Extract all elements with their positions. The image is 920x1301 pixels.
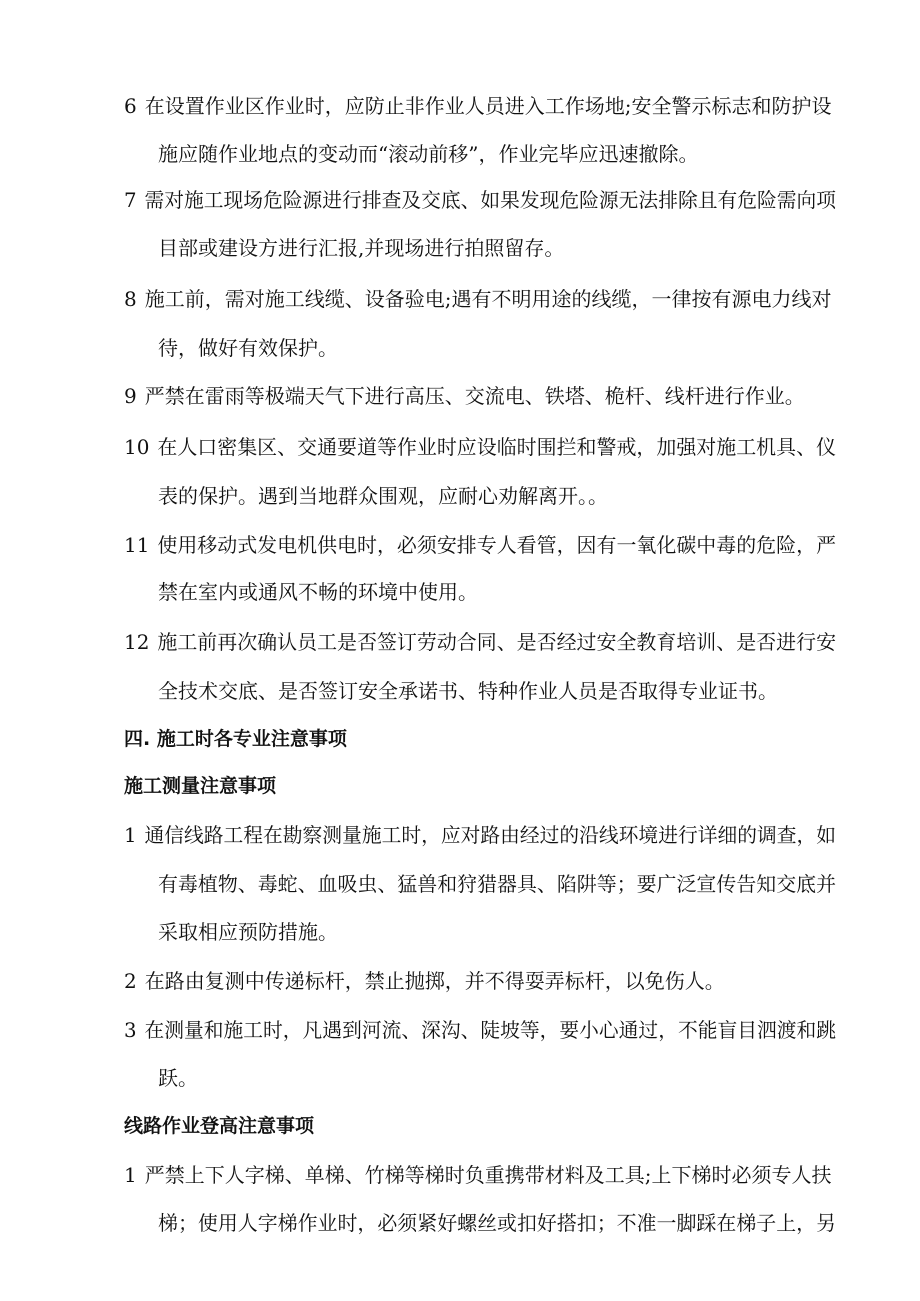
item-number: 1	[124, 1163, 137, 1187]
item-number: 6	[124, 94, 137, 118]
item-text: 表的保护。遇到当地群众围观，应耐心劝解离开。。	[158, 484, 608, 508]
item-number: 2	[124, 969, 137, 993]
item-number: 12	[124, 630, 150, 654]
subheading-survey: 施工测量注意事项	[124, 775, 277, 797]
item-text: 跃。	[158, 1066, 198, 1090]
survey-item-2	[0, 961, 920, 1001]
item-text: 待，做好有效保护。	[158, 336, 338, 360]
item-number: 3	[124, 1018, 137, 1042]
item-number: 7	[124, 188, 137, 212]
list-item-7-cont	[0, 228, 920, 268]
climbing-item-1-cont	[0, 1203, 920, 1243]
section-heading: 四. 施工时各专业注意事项	[124, 728, 347, 750]
item-text: 目部或建设方进行汇报,并现场进行拍照留存。	[158, 236, 565, 260]
item-number: 10	[124, 435, 150, 459]
item-text: 有毒植物、毒蛇、血吸虫、猛兽和狩猎器具、陷阱等；要广泛宣传告知交底并	[158, 872, 837, 896]
survey-item-3	[0, 1010, 920, 1050]
item-text: 使用移动式发电机供电时，必须安排专人看管，因有一氧化碳中毒的危险，严	[157, 533, 837, 557]
item-number: 1	[124, 823, 137, 847]
list-item-9	[0, 376, 920, 416]
item-text: 施工前，需对施工线缆、设备验电;遇有不明用途的线缆，一律按有源电力线对	[144, 287, 832, 311]
list-item-11	[0, 525, 920, 565]
list-item-6-cont	[0, 134, 920, 174]
list-item-8	[0, 279, 920, 319]
survey-item-1	[0, 815, 920, 855]
item-text: 在测量和施工时，凡遇到河流、深沟、陡坡等，要小心通过，不能盲目泗渡和跳	[144, 1018, 837, 1042]
item-text: 在路由复测中传递标杆，禁止抛掷，并不得耍弄标杆，以免伤人。	[144, 969, 725, 993]
climbing-item-1	[0, 1155, 920, 1195]
item-text: 在人口密集区、交通要道等作业时应设临时围拦和警戒，加强对施工机具、仪	[157, 435, 837, 459]
item-text: 采取相应预防措施。	[158, 920, 338, 944]
list-item-12	[0, 622, 920, 662]
list-item-12-cont	[0, 671, 920, 711]
item-text: 严禁在雷雨等极端天气下进行高压、交流电、铁塔、桅杆、线杆进行作业。	[144, 384, 805, 408]
survey-item-1-cont2	[0, 912, 920, 952]
survey-item-1-cont	[0, 864, 920, 904]
item-text: 在设置作业区作业时，应防止非作业人员进入工作场地;安全警示标志和防护设	[144, 94, 832, 118]
item-text: 梯；使用人字梯作业时，必须紧好螺丝或扣好搭扣；不准一脚踩在梯子上，另	[158, 1211, 837, 1235]
item-number: 11	[124, 533, 150, 557]
list-item-6	[0, 86, 920, 126]
item-text: 施工前再次确认员工是否签订劳动合同、是否经过安全教育培训、是否进行安	[157, 630, 837, 654]
list-item-10	[0, 427, 920, 467]
item-text: 全技术交底、是否签订安全承诺书、特种作业人员是否取得专业证书。	[158, 679, 778, 703]
item-number: 9	[124, 384, 137, 408]
item-text: 通信线路工程在勘察测量施工时，应对路由经过的沿线环境进行详细的调查，如	[144, 823, 837, 847]
subheading-climbing: 线路作业登高注意事项	[124, 1115, 315, 1137]
list-item-11-cont	[0, 572, 920, 612]
item-text: 禁在室内或通风不畅的环境中使用。	[158, 580, 478, 604]
list-item-8-cont	[0, 328, 920, 368]
list-item-10-cont	[0, 476, 920, 516]
item-text: 严禁上下人字梯、单梯、竹梯等梯时负重携带材料及工具;上下梯时必须专人扶	[144, 1163, 832, 1187]
list-item-7	[0, 180, 920, 220]
survey-item-3-cont	[0, 1058, 920, 1098]
item-number: 8	[124, 287, 137, 311]
item-text: 施应随作业地点的变动而“滚动前移”，作业完毕应迅速撤除。	[158, 142, 699, 166]
item-text: 需对施工现场危险源进行排查及交底、如果发现危险源无法排除且有危险需向项	[144, 188, 837, 212]
